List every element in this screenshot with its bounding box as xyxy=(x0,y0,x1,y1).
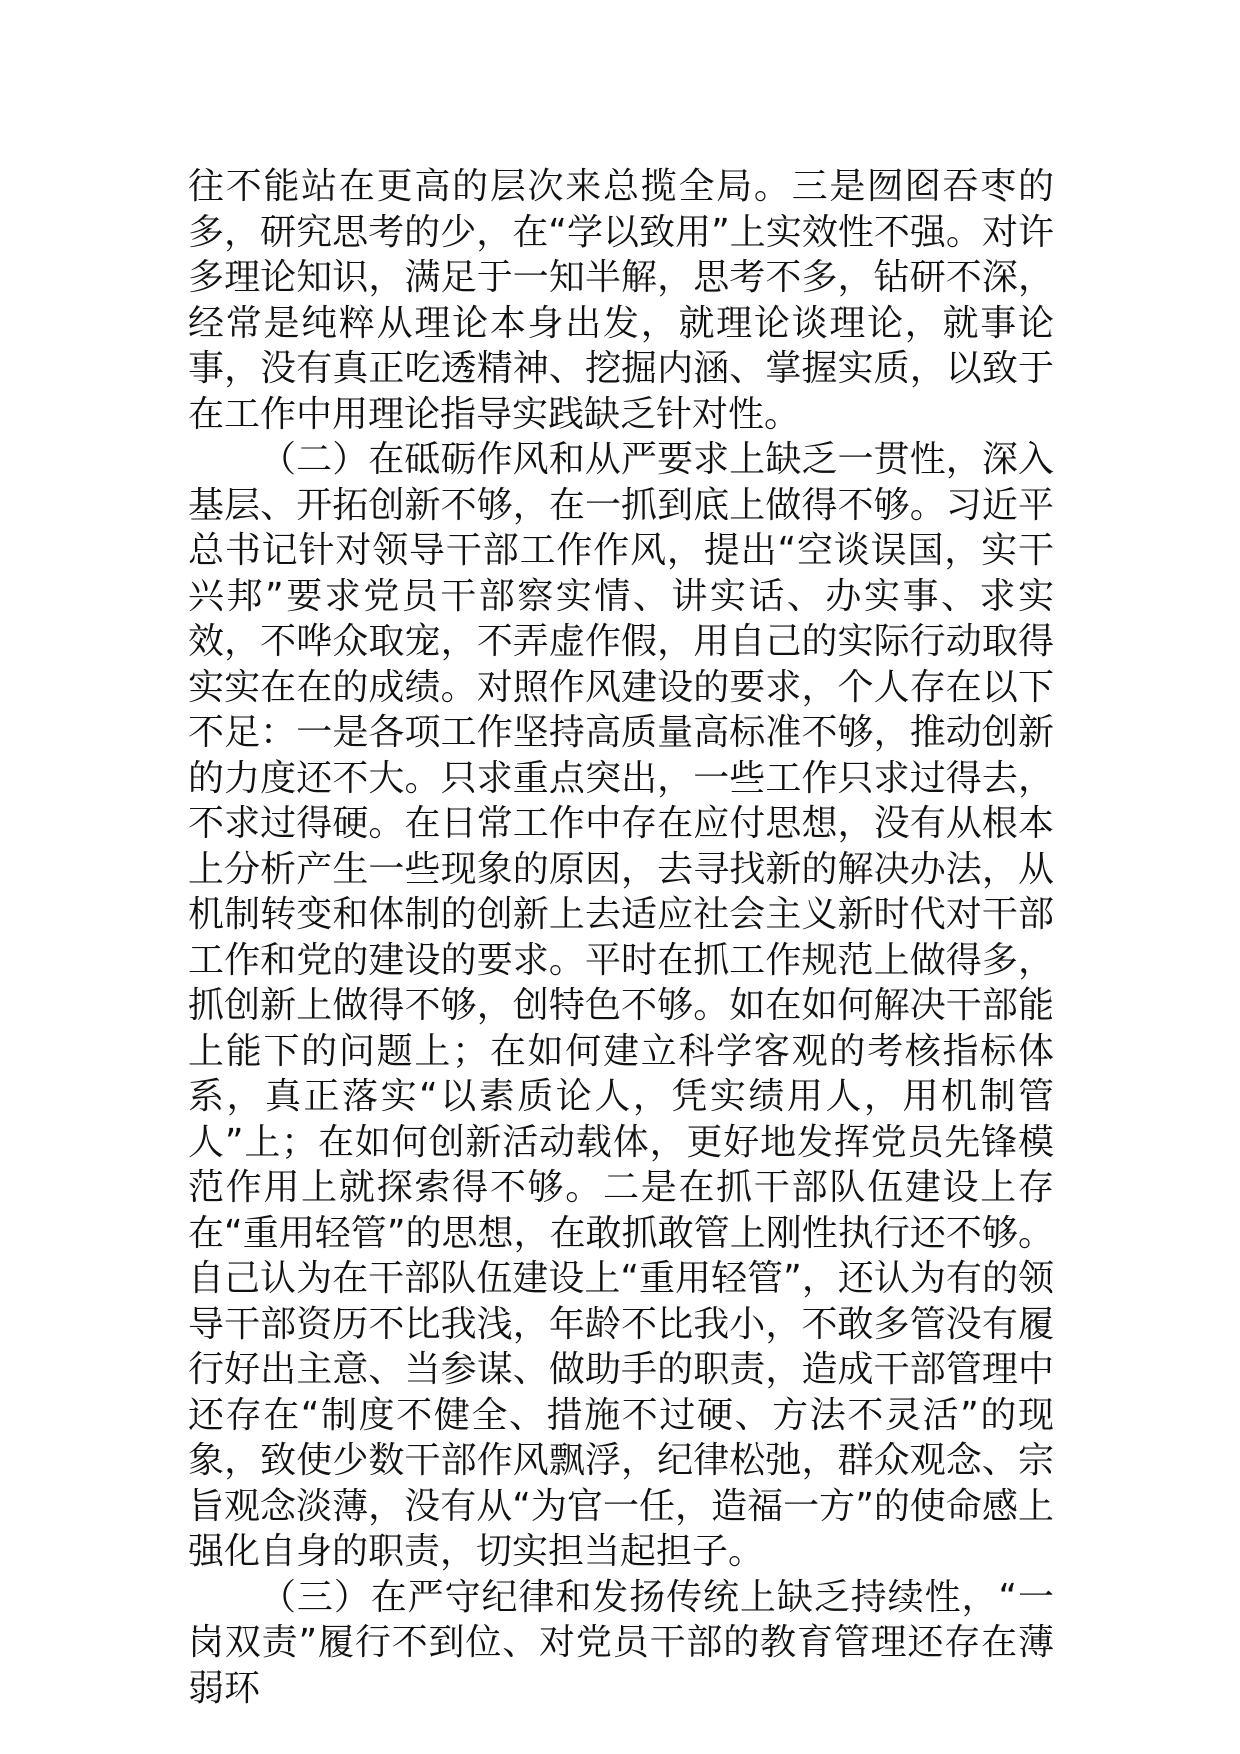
paragraph-1: 往不能站在更高的层次来总揽全局。三是囫囵吞枣的多，研究思考的少，在“学以致用”上实效性不强。对许多理论知识，满足于一知半解，思考不多，钻研不深，经常是纯粹从理论本身出发，就理论谈理论，就事论事，没有真正吃透精神、挖掘内涵、掌握实质，以致于在工作中用理论指导实践缺乏针对性。 xyxy=(188,166,1054,435)
paragraph-3-section-three: （三）在严守纪律和发扬传统上缺乏持续性，“一岗双责”履行不到位、对党员干部的教育管理还存在薄弱环 xyxy=(188,1576,1054,1709)
document-page xyxy=(188,164,1054,1711)
paragraph-2-section-two: （二）在砥砺作风和从严要求上缺乏一贯性，深入基层、开拓创新不够，在一抓到底上做得不够。习近平总书记针对领导干部工作作风，提出“空谈误国，实干兴邦”要求党员干部察实情、讲实话、办实事、求实效，不哗众取宠，不弄虚作假，用自己的实际行动取得实实在在的成绩。对照作风建设的要求，个人存在以下不足：一是各项工作坚持高质量高标准不够，推动创新的力度还不大。只求重点突出，一些工作只求过得去，不求过得硬。在日常工作中存在应付思想，没有从根本上分析产生一些现象的原因，去寻找新的解决办法，从机制转变和体制的创新上去适应社会主义新时代对干部工作和党的建设的要求。平时在抓工作规范上做得多，抓创新上做得不够，创特色不够。如在如何解决干部能上能下的问题上；在如何建立科学客观的考核指标体系，真正落实“以素质论人，凭实绩用人，用机制管人”上；在如何创新活动载体，更好地发挥党员先锋模范作用上就探索得不够。二是在抓干部队伍建设上存在“重用轻管”的思想，在敢抓敢管上刚性执行还不够。自己认为在干部队伍建设上“重用轻管”，还认为有的领导干部资历不比我浅，年龄不比我小，不敢多管没有履行好出主意、当参谋、做助手的职责，造成干部管理中还存在“制度不健全、措施不过硬、方法不灵活”的现象，致使少数干部作风飘浮，纪律松弛，群众观念、宗旨观念淡薄，没有从“为官一任，造福一方”的使命感上强化自身的职责，切实担当起担子。 xyxy=(188,439,1054,1572)
